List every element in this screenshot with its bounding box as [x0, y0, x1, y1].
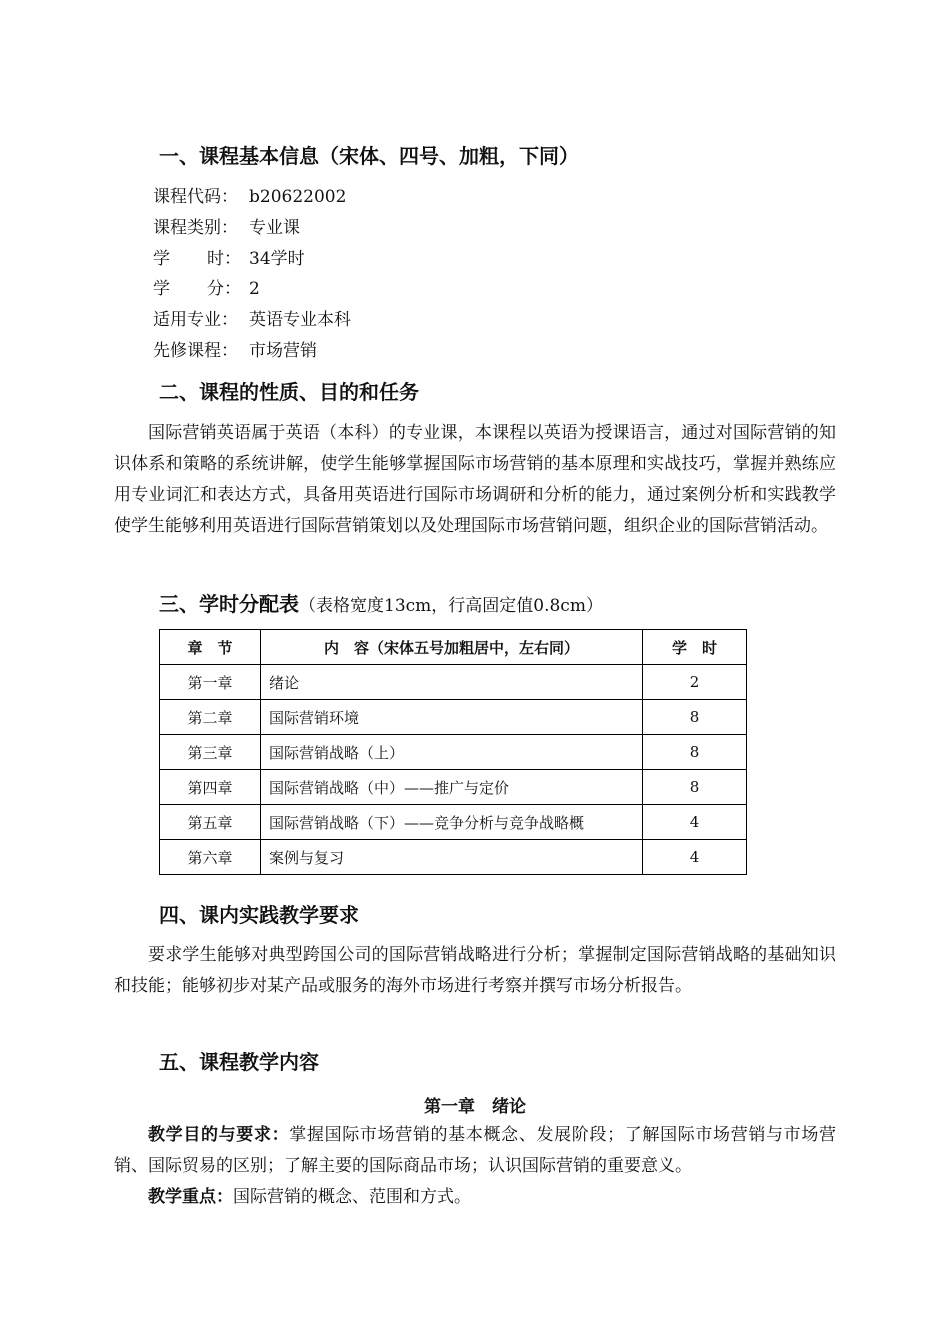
nature-paragraph: 国际营销英语属于英语（本科）的专业课，本课程以英语为授课语言，通过对国际营销的知识体系和策略的系统讲解，使学生能够掌握国际市场营销的基本原理和实战技巧，掌握并熟练应用专业词汇和表达方式，具备用英语进行国际市场调研和分析的能力，通过案例分析和实践教学使学生能够利用英语进行国际营销策划以及处理国际市场营销问题，组织企业的国际营销活动。	[114, 423, 836, 536]
course-type-value: 专业课	[249, 218, 300, 238]
table-row	[160, 735, 747, 770]
course-code-label: 课程代码：	[153, 187, 238, 207]
table-cell-content: 国际营销环境	[261, 700, 643, 735]
table-cell-content: 绪论	[261, 665, 643, 700]
table-header-chapter: 章 节	[160, 630, 261, 665]
focus-text: 国际营销的概念、范围和方式。	[233, 1187, 471, 1207]
table-cell-chapter: 第三章	[160, 735, 261, 770]
course-code-value: b20622002	[249, 187, 347, 207]
hours-label-b: 时：	[207, 249, 241, 269]
goal-label: 教学目的与要求：	[148, 1125, 290, 1145]
table-cell-content: 案例与复习	[261, 840, 643, 875]
table-cell-hours: 8	[643, 735, 747, 770]
prereq-label: 先修课程：	[153, 341, 238, 361]
table-cell-chapter: 第五章	[160, 805, 261, 840]
section-3-note: （表格宽度13cm，行高固定值0.8cm）	[299, 596, 603, 616]
table-cell-chapter: 第四章	[160, 770, 261, 805]
table-header-row	[160, 630, 747, 665]
table-header-content: 内 容（宋体五号加粗居中，左右同）	[261, 630, 643, 665]
table-row	[160, 700, 747, 735]
hours-label-a: 学	[153, 249, 170, 269]
section-1-heading: 一、课程基本信息（宋体、四号、加粗，下同）	[159, 144, 579, 168]
table-cell-hours: 8	[643, 770, 747, 805]
course-type-label: 课程类别：	[153, 218, 238, 238]
credits-row	[153, 274, 260, 299]
table-cell-hours: 4	[643, 840, 747, 875]
focus-label: 教学重点：	[148, 1187, 233, 1207]
table-cell-content: 国际营销战略（中）——推广与定价	[261, 770, 643, 805]
prereq-row	[153, 336, 317, 361]
table-cell-chapter: 第六章	[160, 840, 261, 875]
table-row	[160, 805, 747, 840]
table-cell-chapter: 第二章	[160, 700, 261, 735]
chapter-1-goal	[114, 1120, 836, 1182]
hours-table	[159, 629, 747, 875]
course-type-row	[153, 213, 300, 238]
practice-paragraph: 要求学生能够对典型跨国公司的国际营销战略进行分析；掌握制定国际营销战略的基础知识和技能；能够初步对某产品或服务的海外市场进行考察并撰写市场分析报告。	[114, 945, 836, 996]
table-row	[160, 770, 747, 805]
major-label: 适用专业：	[153, 310, 238, 330]
section-4-heading: 四、课内实践教学要求	[159, 903, 359, 927]
table-cell-content: 国际营销战略（上）	[261, 735, 643, 770]
goal-text: 掌握国际市场营销的基本概念、发展阶段；了解国际市场营销与市场营销、国际贸易的区别；了解主要的国际商品市场；认识国际营销的重要意义。	[114, 1125, 837, 1176]
table-row	[160, 665, 747, 700]
section-3-title: 三、学时分配表	[159, 592, 299, 616]
credits-label-a: 学	[153, 279, 170, 299]
chapter-1-title: 第一章 绪论	[424, 1097, 526, 1117]
table-cell-chapter: 第一章	[160, 665, 261, 700]
table-cell-hours: 8	[643, 700, 747, 735]
table-cell-hours: 4	[643, 805, 747, 840]
course-code-row	[153, 182, 346, 207]
major-row	[153, 305, 351, 330]
section-3-heading	[159, 588, 603, 617]
table-cell-hours: 2	[643, 665, 747, 700]
credits-value: 2	[249, 279, 260, 299]
hours-row	[153, 244, 305, 269]
table-header-hours: 学 时	[643, 630, 747, 665]
hours-value: 34学时	[249, 249, 305, 269]
chapter-1-focus	[114, 1182, 836, 1213]
section-5-heading: 五、课程教学内容	[159, 1050, 319, 1074]
table-cell-content: 国际营销战略（下）——竞争分析与竞争战略概	[261, 805, 643, 840]
prereq-value: 市场营销	[249, 341, 317, 361]
table-row	[160, 840, 747, 875]
major-value: 英语专业本科	[249, 310, 351, 330]
credits-label-b: 分：	[207, 279, 241, 299]
section-2-heading: 二、课程的性质、目的和任务	[159, 380, 419, 404]
